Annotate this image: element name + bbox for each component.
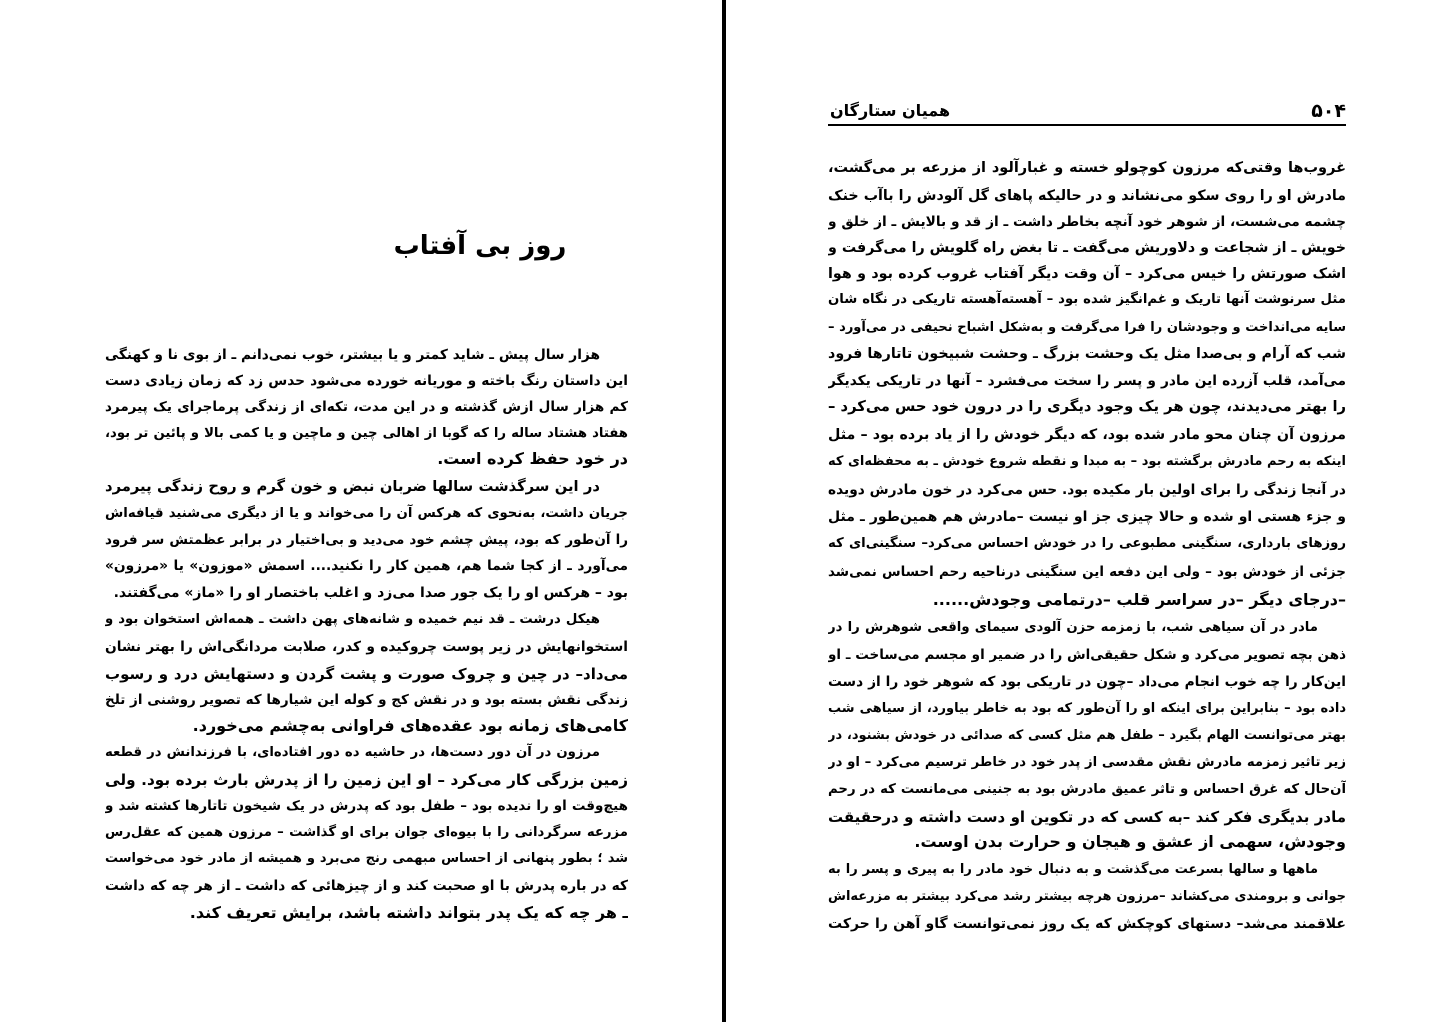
chapter-text-line: می‌آورد ـ از کجا شما هم، همین کار را نکنید.... اسمش «موزون» یا «مرزون»: [105, 558, 628, 574]
body-text-line: چشمه می‌شست، از شوهر خود آنچه بخاطر داشت ـ از قد و بالایش ـ از خلق و: [828, 214, 1346, 230]
body-text-line: سایه می‌انداخت و وجودشان را فرا می‌گرفت و به‌شکل اشباح نحیفی در می‌آورد –: [828, 320, 1346, 335]
chapter-text-line: استخوانهایش در زیر پوست چروکیده و کدر، صلابت مردانگی‌اش را بهتر نشان: [105, 639, 628, 655]
body-text-line: و جزء هستی او شده و حالا چیزی جز او نیست –مادرش هم همین‌طور ـ مثل: [828, 509, 1346, 525]
body-text-line: علاقمند می‌شد– دستهای کوچکش که یک روز نمی‌توانست گاو آهن را حرکت: [828, 916, 1346, 932]
chapter-text-line: بود – هرکس او را یک جور صدا می‌زد و اغلب باختصار او را «ماز» می‌گفتند.: [113, 585, 628, 601]
body-text-line: زیر تاثیر زمزمه مادرش نقش مقدسی از پدر خود در خاطر ترسیم می‌کرد – او در: [828, 755, 1346, 770]
chapter-text-line: هفتاد هشتاد ساله را که گوبا از اهالی چین و ماچین و یا کمی بالا و پائین تر بود،: [105, 426, 628, 441]
body-text-line: بهتر می‌توانست الهام بگیرد – طفل هم مثل کسی که صدائی در خودش بشنود، در: [828, 728, 1346, 743]
body-text-line: –درجای دیگر –در سراسر قلب –درتمامی وجودش......: [932, 590, 1346, 609]
chapter-text-line: هزار سال پیش ـ شاید کمتر و یا بیشتر، خوب نمی‌دانم ـ از بوی نا و کهنگی: [105, 347, 600, 363]
chapter-text-line: ـ هر چه که یک پدر بتواند داشته باشد، برایش تعریف کند.: [189, 903, 628, 922]
chapter-text-line: کامی‌های زمانه بود عقده‌های فراوانی به‌چشم می‌خورد.: [192, 716, 628, 735]
body-text-line: وجودش، سهمی از عشق و هیجان و حرارت بدن اوست.: [914, 832, 1346, 851]
body-text-line: روزهای بارداری، سنگینی مطبوعی را در خودش احساس می‌کرد– سنگینی‌ای که: [828, 536, 1346, 551]
body-text-line: در آنجا زندگی را برای اولین بار مکیده بود. حس می‌کرد در خون مادرش دویده: [828, 482, 1346, 498]
body-text-line: جوانی و برومندی می‌کشاند –مرزون هرچه بیشتر رشد می‌کرد بیشتر به مزرعه‌اش: [828, 889, 1346, 904]
body-text-line: جزئی از خودش بود – ولی این دفعه این سنگینی درناحیه رحم احساس نمی‌شد: [828, 564, 1346, 580]
running-title: همیان ستارگان: [830, 101, 951, 120]
chapter-text-line: زمین بزرگی کار می‌کرد – او این زمین را از پدرش بارث برده بود. ولی: [105, 771, 628, 789]
header-rule: [828, 124, 1346, 126]
body-text-line: خویش ـ از شجاعت و دلاوریش می‌گفت ـ تا بغض راه گلویش را می‌گرفت و: [828, 240, 1346, 256]
chapter-text-line: هیچ‌وقت او را ندیده بود – طفل بود که پدرش در یک شیخون تاتارها کشته شد و: [105, 798, 628, 814]
body-text-line: مادر در آن سیاهی شب، با زمزمه حزن آلودی سیمای واقعی شوهرش را در: [828, 620, 1318, 635]
body-text-line: این‌کار را چه خوب انجام می‌داد –چون در تاریکی بود که شوهر خود را از دست: [828, 674, 1346, 690]
body-text-line: شب که آرام و بی‌صدا مثل یک وحشت بزرگ ـ وحشت شبیخون تاتارها فرود: [828, 346, 1346, 362]
chapter-text-line: مزرعه سرگردانی را با بیوه‌ای جوان برای او گذاشت – مرزون همین که عقل‌رس: [105, 825, 628, 840]
body-text-line: مثل سرنوشت آنها تاریک و غم‌انگیز شده بود – آهسته‌آهسته تاریکی در نگاه شان: [828, 292, 1346, 307]
page-number: ۵۰۴: [1311, 100, 1346, 122]
body-text-line: می‌آمد، قلب آزرده این مادر و پسر را سخت می‌فشرد – آنها در تاریکی یکدیگر: [828, 373, 1346, 389]
body-text-line: ذهن بچه تصویر می‌کرد و شکل حقیقی‌اش را در ضمیر او مجسم می‌ساخت ـ او: [828, 647, 1346, 663]
chapter-text-line: می‌داد– در چین و چروک صورت و پشت گردن و دستهایش درد و رسوب: [105, 665, 628, 683]
chapter-text-line: این داستان رنگ باخته و موریانه خورده می‌شود حدس زد که زمان زیادی دست: [105, 373, 628, 389]
chapter-text-line: هیکل درشت ـ قد نیم خمیده و شانه‌های پهن داشت ـ همه‌اش استخوان بود و: [105, 612, 600, 627]
chapter-text-line: مرزون در آن دور دست‌ها، در حاشیه ده دور افتاده‌ای، با فرزندانش در قطعه: [105, 745, 600, 760]
chapter-text-line: جریان داشت، به‌نحوی که هرکس آن را می‌خواند و یا از دیگری می‌شنید قیافه‌اش: [105, 506, 628, 521]
body-text-line: مادر بدیگری فکر کند –به کسی که در تکوین او دست داشته و درحقیقت: [828, 808, 1346, 826]
chapter-text-line: در این سرگذشت سالها ضربان نبض و خون گرم و روح زندگی پیرمرد: [105, 478, 600, 495]
chapter-title: روز بی آفتاب: [393, 231, 567, 261]
body-text-line: را بهتر می‌دیدند، چون هر یک وجود دیگری را در درون خود حس می‌کرد –: [828, 398, 1346, 415]
chapter-text-line: که در باره پدرش با او صحبت کند و از چیزهائی که داشت ـ از هر چه که داشت: [105, 878, 628, 894]
body-text-line: مادرش او را روی سکو می‌نشاند و در حالیکه پاهای گل آلودش را باآب خنک: [828, 188, 1346, 204]
body-text-line: اشک صورتش را خیس می‌کرد – آن وقت دیگر آفتاب غروب کرده بود و هوا: [828, 266, 1346, 282]
chapter-text-line: را آن‌طور که بود، پیش چشم خود می‌دید و بی‌اختیار در برابر عظمتش سر فرود: [105, 532, 628, 548]
chapter-text-line: در خود حفظ کرده است.: [437, 449, 628, 468]
body-text-line: داده بود – بنابراین برای اینکه او را آن‌طور که بود به خاطر بیاورد، از سیاهی شب: [828, 701, 1346, 716]
chapter-text-line: زندگی نقش بسته بود و در نقش کج و کوله این شیارها که تصویر روشنی از تلخ: [105, 692, 628, 708]
body-text-line: اینکه به رحم مادرش برگشته بود – به مبدا و نقطه شروع خودش ـ به محفظه‌ای که: [828, 454, 1346, 469]
chapter-text-line: کم هزار سال ازش گذشته و در این مدت، تکه‌ای از زندگی پرماجرای یک پیرمرد: [105, 399, 628, 415]
body-text-line: ماهها و سالها بسرعت می‌گذشت و به دنبال خود مادر را به پیری و پسر را به: [828, 862, 1318, 877]
body-text-line: آن‌حال که غرق احساس و تاثر عمیق مادرش بود به جنینی می‌مانست که در رحم: [828, 782, 1346, 797]
page-gutter-divider: [722, 0, 726, 1022]
body-text-line: مرزون آن چنان محو مادر شده بود، که دیگر خودش را از یاد برده بود – مثل: [828, 427, 1346, 443]
chapter-text-line: شد ؛ بطور پنهانی از احساس مبهمی رنج می‌برد و همیشه از مادر خود می‌خواست: [105, 851, 628, 866]
body-text-line: غروب‌ها وقتی‌که مرزون کوچولو خسته و غبارآلود از مزرعه بر می‌گشت،: [828, 160, 1346, 176]
